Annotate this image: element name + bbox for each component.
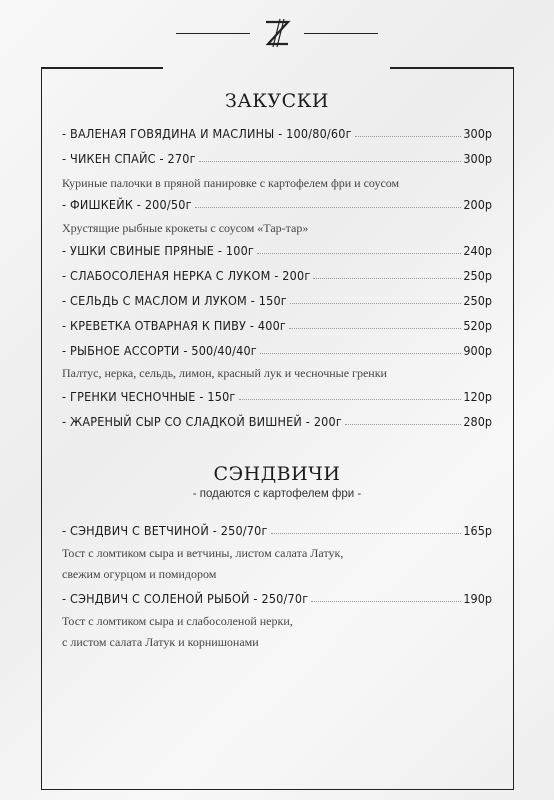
menu-item xyxy=(62,146,492,166)
item-price: 300р xyxy=(463,151,492,166)
item-price: 240р xyxy=(463,243,492,258)
item-name: - УШКИ СВИНЫЕ ПРЯНЫЕ - 100г xyxy=(62,243,255,258)
item-price: 190р xyxy=(463,591,492,606)
item-price: 250р xyxy=(463,293,492,308)
item-price: 120р xyxy=(463,389,492,404)
menu-item xyxy=(62,263,492,283)
item-name: - РЫБНОЕ АССОРТИ - 500/40/40г xyxy=(62,343,257,358)
leader-dots xyxy=(355,135,462,137)
menu-item xyxy=(62,338,492,358)
item-description: Палтус, нерка, сельдь, лимон, красный лук и чесночные гренки xyxy=(62,366,387,380)
item-name: - СЭНДВИЧ С СОЛЕНОЙ РЫБОЙ - 250/70г xyxy=(62,591,309,606)
item-name: - ВАЛЕНАЯ ГОВЯДИНА И МАСЛИНЫ - 100/80/60г xyxy=(62,126,352,141)
menu-item xyxy=(62,192,492,212)
item-name: - СЕЛЬДЬ С МАСЛОМ И ЛУКОМ - 150г xyxy=(62,293,287,308)
leader-dots xyxy=(289,327,461,329)
leader-dots xyxy=(257,252,461,254)
item-name: - ЖАРЕНЫЙ СЫР СО СЛАДКОЙ ВИШНЕЙ - 200г xyxy=(62,414,342,429)
item-price: 300р xyxy=(463,126,492,141)
menu-item xyxy=(62,313,492,333)
menu-item xyxy=(62,238,492,258)
menu-item xyxy=(62,288,492,308)
item-price: 250р xyxy=(463,268,492,283)
menu-item xyxy=(62,121,492,141)
menu-item xyxy=(62,586,492,606)
menu-item xyxy=(62,384,492,404)
item-name: - ФИШКЕЙК - 200/50г xyxy=(62,197,192,212)
item-description: Хрустящие рыбные крокеты с соусом «Тар-тар» xyxy=(62,221,309,235)
leader-dots xyxy=(260,352,461,354)
item-price: 280р xyxy=(463,414,492,429)
leader-dots xyxy=(195,206,462,208)
leader-dots xyxy=(239,398,462,400)
item-price: 165р xyxy=(463,523,492,538)
item-price: 520р xyxy=(463,318,492,333)
item-name: - ЧИКЕН СПАЙС - 270г xyxy=(62,151,196,166)
ornament-line-left xyxy=(176,33,250,34)
item-name: - СЭНДВИЧ С ВЕТЧИНОЙ - 250/70г xyxy=(62,523,268,538)
item-price: 200р xyxy=(463,197,492,212)
item-description: Тост с ломтиком сыра и ветчины, листом салата Латук, xyxy=(62,546,344,560)
leader-dots xyxy=(313,277,461,279)
leader-dots xyxy=(311,600,461,602)
ornament-line-right xyxy=(304,33,378,34)
item-name: - СЛАБОСОЛЕНАЯ НЕРКА С ЛУКОМ - 200г xyxy=(62,268,311,283)
leader-dots xyxy=(271,532,462,534)
item-description: Тост с ломтиком сыра и слабосоленой нерки, xyxy=(62,614,293,628)
item-name: - ГРЕНКИ ЧЕСНОЧНЫЕ - 150г xyxy=(62,389,236,404)
menu-item xyxy=(62,518,492,538)
leader-dots xyxy=(199,160,462,162)
item-description: свежим огурцом и помидором xyxy=(62,567,217,581)
leader-dots xyxy=(345,423,461,425)
section-title-zakuski: ЗАКУСКИ xyxy=(225,90,329,112)
item-description: Куриные палочки в пряной панировке с картофелем фри и соусом xyxy=(62,176,400,190)
section-subtitle: - подаются с картофелем фри - xyxy=(192,488,362,500)
item-name: - КРЕВЕТКА ОТВАРНАЯ К ПИВУ - 400г xyxy=(62,318,287,333)
section-title-sandwiches: СЭНДВИЧИ xyxy=(213,463,341,485)
logo-icon xyxy=(260,16,294,50)
leader-dots xyxy=(290,302,461,304)
menu-item xyxy=(62,409,492,429)
item-price: 900р xyxy=(463,343,492,358)
item-description: с листом салата Латук и корнишонами xyxy=(62,635,259,649)
